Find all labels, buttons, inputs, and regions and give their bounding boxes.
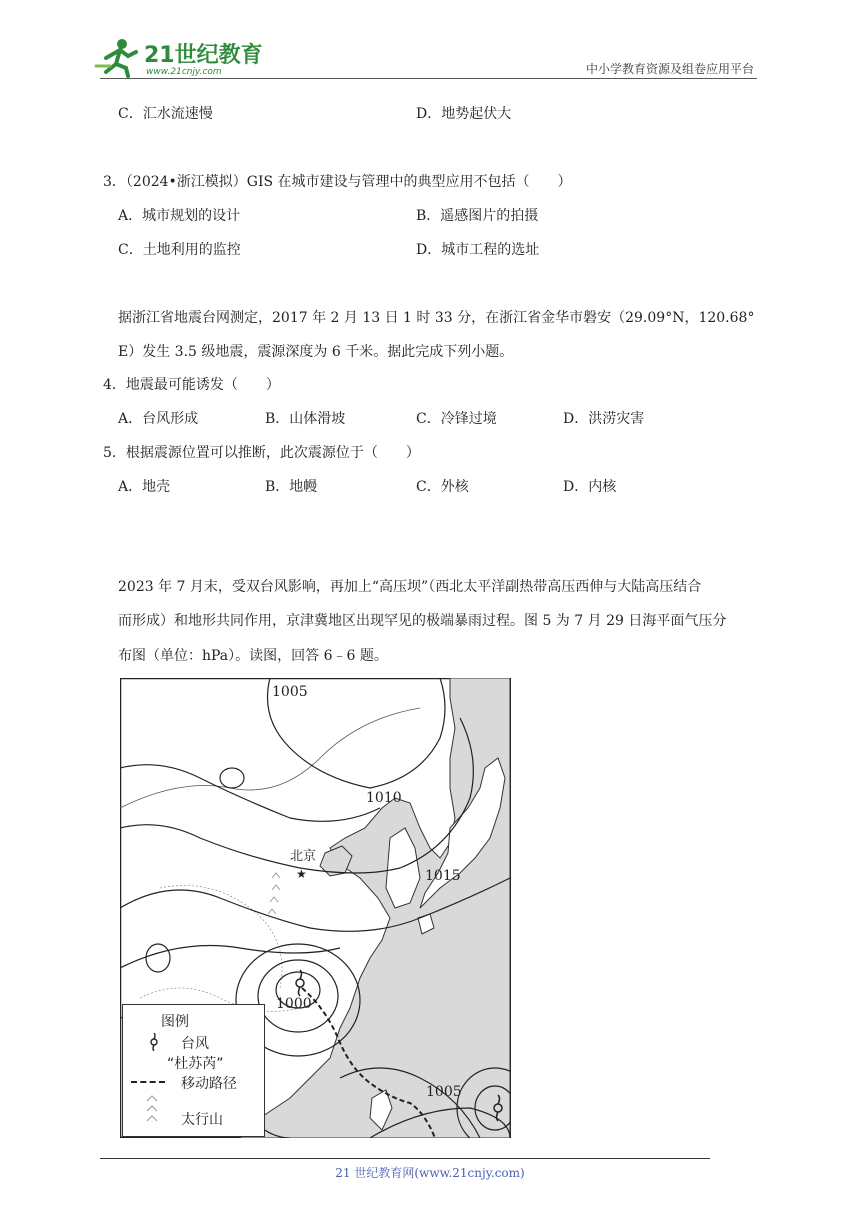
q4-stem: 4．地震最可能诱发（ ） xyxy=(103,377,280,393)
logo-wordmark: 21世纪教育 xyxy=(144,43,262,68)
q4-option-c: C．冷锋过境 xyxy=(416,411,497,427)
q5-option-b: B．地幔 xyxy=(265,479,318,495)
typhoon-intro-line2: 而形成）和地形共同作用，京津冀地区出现罕见的极端暴雨过程。图 5 为 7 月 29 日海平面气压分 xyxy=(118,613,727,629)
q5-option-c: C．外核 xyxy=(416,479,469,495)
footer-divider xyxy=(100,1158,710,1159)
mountain-legend-icon xyxy=(145,1093,161,1133)
legend-typhoon-label: 台风 xyxy=(181,1036,209,1052)
logo-url: www.21cnjy.com xyxy=(146,67,222,77)
quake-intro-line2: E）发生 3.5 级地震，震源深度为 6 千米。据此完成下列小题。 xyxy=(118,344,514,360)
legend-path-line1: “杜苏芮” xyxy=(167,1056,224,1072)
q5-stem: 5．根据震源位置可以推断，此次震源位于（ ） xyxy=(103,445,420,461)
legend-mountain-label: 太行山 xyxy=(181,1112,223,1128)
platform-name: 中小学教育资源及组卷应用平台 xyxy=(585,62,754,76)
map-legend xyxy=(122,1004,265,1137)
q4-option-a: A．台风形成 xyxy=(118,411,199,427)
header-divider xyxy=(100,78,757,79)
typhoon-intro-line3: 布图（单位：hPa）。读图，回答 6﹣6 题。 xyxy=(118,648,388,664)
isobar-label: 1010 xyxy=(366,790,402,806)
q3-stem: 3．（2024•浙江模拟）GIS 在城市建设与管理中的典型应用不包括（ ） xyxy=(103,174,572,190)
q3-option-d: D．城市工程的选址 xyxy=(416,242,540,258)
quake-intro-line1: 据浙江省地震台网测定，2017 年 2 月 13 日 1 时 33 分，在浙江省金华市磐安（29.09°N，120.68° xyxy=(118,310,755,326)
beijing-label: 北京 xyxy=(290,849,317,864)
q5-option-a: A．地壳 xyxy=(118,479,171,495)
q4-option-d: D．洪涝灾害 xyxy=(563,411,645,427)
isobar-label: 1000 xyxy=(276,996,312,1012)
footer-text: 21 世纪教育网(www.21cnjy.com) xyxy=(335,1166,525,1180)
q3-option-b: B．遥感图片的拍摄 xyxy=(416,208,539,224)
isobar-label: 1005 xyxy=(272,684,308,700)
typhoon-intro-line1: 2023 年 7 月末，受双台风影响，再加上“高压坝”（西北太平洋副热带高压西伸与大陆高压结合 xyxy=(118,579,702,595)
q3-option-c: C．土地利用的监控 xyxy=(118,242,241,258)
q5-option-d: D．内核 xyxy=(563,479,617,495)
q2-option-d: D．地势起伏大 xyxy=(416,106,512,122)
q4-option-b: B．山体滑坡 xyxy=(265,411,346,427)
q3-option-a: A．城市规划的设计 xyxy=(118,208,241,224)
typhoon-legend-icon xyxy=(147,1033,161,1055)
logo xyxy=(92,34,262,78)
isobar-label: 1015 xyxy=(425,868,461,884)
isobar-label: 1005 xyxy=(426,1084,462,1100)
q2-option-c: C．汇水流速慢 xyxy=(118,106,213,122)
runner-logo-icon xyxy=(96,39,136,76)
legend-path-line2: 移动路径 xyxy=(181,1076,237,1092)
star-icon: ★ xyxy=(296,867,307,881)
legend-title: 图例 xyxy=(161,1014,189,1030)
dashed-path-legend-icon xyxy=(131,1081,165,1083)
